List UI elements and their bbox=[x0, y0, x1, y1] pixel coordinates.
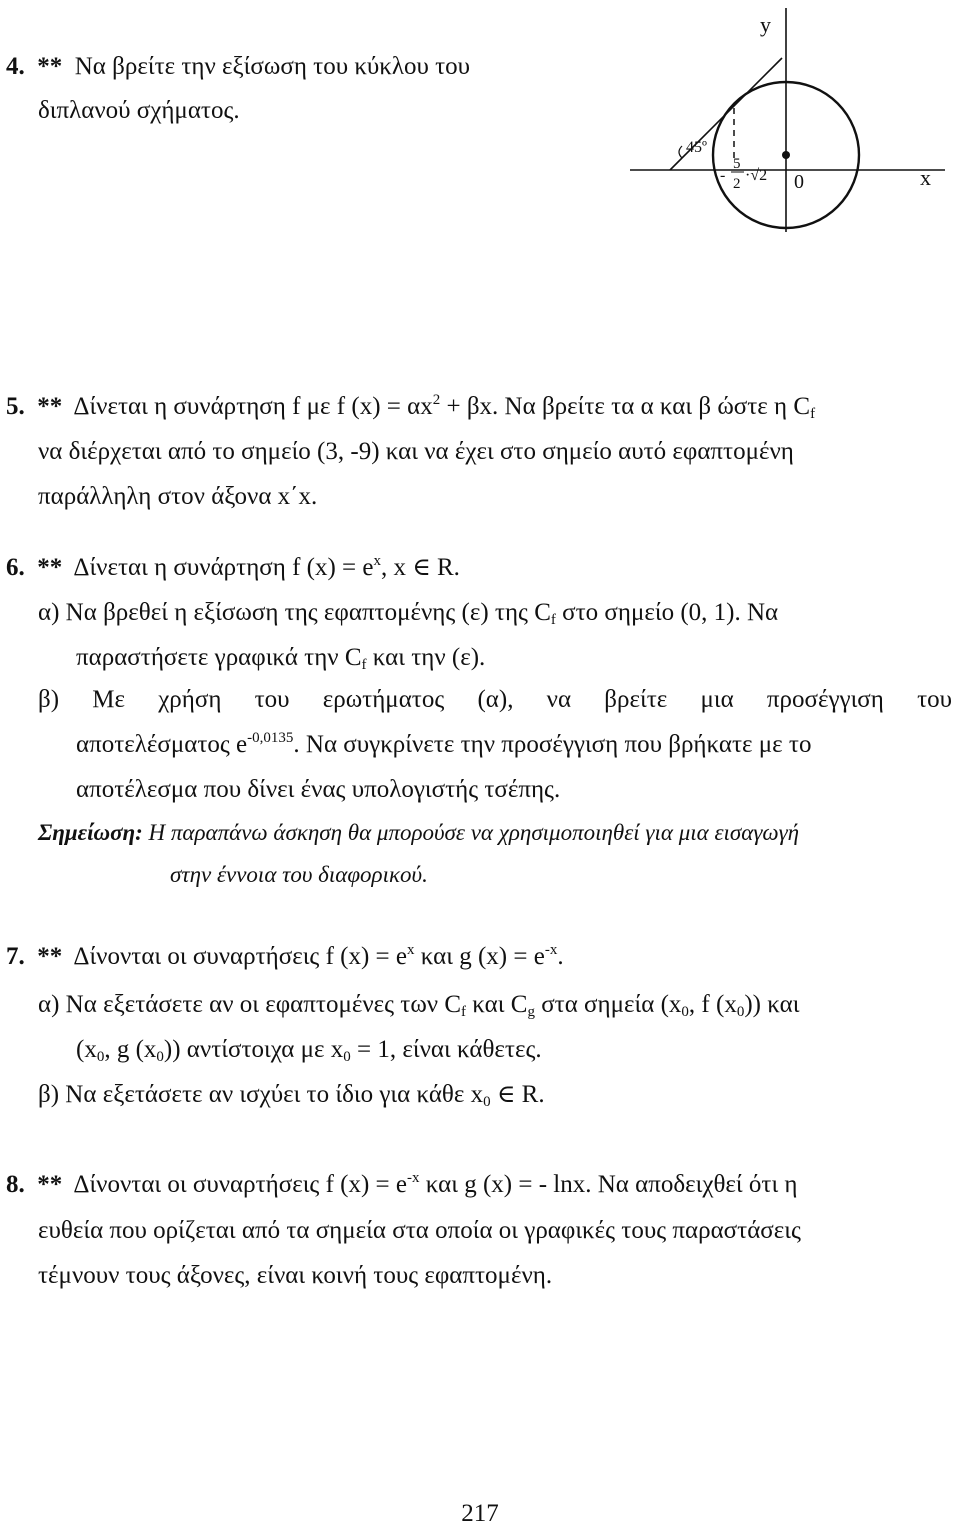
subscript: 0 bbox=[736, 1004, 745, 1020]
exercise-text: και g (x) = e bbox=[414, 943, 545, 970]
exercise-7a-line-1 bbox=[38, 990, 799, 1020]
angle-label: 45º bbox=[686, 139, 707, 156]
exercise-4-line-2: διπλανού σχήματος. bbox=[38, 97, 240, 124]
exercise-text: παραστήσετε γραφικά την C bbox=[76, 644, 362, 671]
note-line-1 bbox=[38, 818, 799, 848]
exercise-text: Δίνονται οι συναρτήσεις f (x) = e bbox=[73, 1171, 408, 1198]
superscript: x bbox=[407, 942, 415, 958]
subscript: 0 bbox=[343, 1049, 351, 1065]
angle-arc bbox=[679, 146, 682, 158]
minus-sign: - bbox=[720, 167, 726, 184]
difficulty-stars: ** bbox=[37, 554, 63, 581]
exercise-7b-line-1 bbox=[38, 1080, 545, 1110]
exercise-text: (x bbox=[76, 1036, 97, 1063]
exercise-7a-line-2 bbox=[76, 1035, 542, 1065]
exercise-text: στο σημείο (0, 1). Να bbox=[555, 599, 779, 626]
y-axis-label: y bbox=[760, 12, 771, 37]
superscript: -x bbox=[544, 942, 558, 958]
origin-label: 0 bbox=[794, 171, 804, 193]
exercise-text: και C bbox=[466, 991, 528, 1018]
exercise-number: 8. bbox=[6, 1171, 25, 1198]
exercise-text: α) Να βρεθεί η εξίσωση της εφαπτομένης (ε) της C bbox=[38, 599, 551, 626]
fraction-numerator: 5 bbox=[733, 156, 741, 172]
difficulty-stars: ** bbox=[37, 393, 63, 420]
exercise-text: στα σημεία (x bbox=[534, 991, 682, 1018]
exercise-6a-line-2 bbox=[76, 643, 485, 673]
superscript: 2 bbox=[432, 392, 441, 408]
exercise-text: και g (x) = - lnx. Να αποδειχθεί ότι η bbox=[419, 1171, 798, 1198]
difficulty-stars: ** bbox=[37, 943, 63, 970]
exercise-4-line-1 bbox=[6, 52, 470, 82]
subscript: f bbox=[361, 657, 367, 673]
subscript: f bbox=[550, 612, 556, 628]
exercise-6b-line-2 bbox=[76, 730, 811, 760]
note-label: Σημείωση: bbox=[38, 820, 143, 845]
fraction-denominator: 2 bbox=[733, 176, 741, 192]
exercise-text: , f (x bbox=[688, 991, 737, 1018]
exercise-text: ∈ R. bbox=[490, 1081, 545, 1108]
exercise-8-line-2: ευθεία που ορίζεται από τα σημεία στα οποία οι γραφικές τους παραστάσεις bbox=[38, 1217, 801, 1244]
exercise-text: + βx. Να βρείτε τα α και β ώστε η C bbox=[440, 393, 811, 420]
exercise-text: , g (x bbox=[104, 1036, 157, 1063]
exercise-text: Δίνεται η συνάρτηση f με f (x) = αx bbox=[73, 393, 433, 420]
subscript: 0 bbox=[156, 1049, 164, 1065]
exercise-text: . Να συγκρίνετε την προσέγγιση που βρήκατε με το bbox=[293, 731, 812, 758]
exercise-text: Δίνεται η συνάρτηση f (x) = e bbox=[73, 554, 374, 581]
exercise-text: = 1, είναι κάθετες. bbox=[350, 1036, 542, 1063]
subscript: 0 bbox=[483, 1094, 491, 1110]
exercise-text: β) Να εξετάσετε αν ισχύει το ίδιο για κάθε x bbox=[38, 1081, 484, 1108]
circle-tangent-figure bbox=[610, 0, 950, 235]
exercise-number: 6. bbox=[6, 554, 25, 581]
superscript: -0,0135 bbox=[247, 730, 294, 746]
exercise-5-line-1 bbox=[6, 392, 815, 422]
exercise-5-line-3: παράλληλη στον άξονα x΄x. bbox=[38, 483, 318, 510]
exercise-6a-line-1 bbox=[38, 598, 778, 628]
exercise-8-line-3: τέμνουν τους άξονες, είναι κοινή τους εφαπτομένη. bbox=[38, 1262, 553, 1289]
subscript: f bbox=[461, 1004, 467, 1020]
exercise-text: , x ∈ R. bbox=[381, 554, 460, 581]
sqrt-label: ·√2 bbox=[745, 167, 768, 184]
exercise-text: . bbox=[557, 943, 564, 970]
difficulty-stars: ** bbox=[37, 53, 63, 80]
exercise-7-line-1 bbox=[6, 942, 564, 972]
exercise-text: Δίνονται οι συναρτήσεις f (x) = e bbox=[73, 943, 408, 970]
exercise-number: 5. bbox=[6, 393, 25, 420]
page-number: 217 bbox=[461, 1500, 499, 1527]
subscript: 0 bbox=[96, 1049, 105, 1065]
exercise-8-line-1 bbox=[6, 1170, 798, 1200]
exercise-text: αποτελέσματος e bbox=[76, 731, 248, 758]
exercise-text: α) Να εξετάσετε αν οι εφαπτομένες των C bbox=[38, 991, 462, 1018]
exercise-6-line-1 bbox=[6, 553, 460, 583]
subscript: 0 bbox=[681, 1004, 689, 1020]
exercise-6b-line-3: αποτέλεσμα που δίνει ένας υπολογιστής τσέπης. bbox=[76, 776, 561, 803]
subscript: f bbox=[810, 406, 816, 422]
exercise-text: Να βρείτε την εξίσωση του κύκλου του bbox=[74, 53, 471, 80]
exercise-number: 4. bbox=[6, 53, 25, 80]
subscript: g bbox=[527, 1004, 535, 1020]
exercise-6b-line-1: β) Με χρήση του ερωτήματος (α), να βρείτε μια προσέγγιση του bbox=[38, 686, 952, 713]
note-line-2: στην έννοια του διαφορικού. bbox=[170, 862, 428, 887]
difficulty-stars: ** bbox=[37, 1171, 63, 1198]
superscript: x bbox=[373, 553, 381, 569]
exercise-text: )) και bbox=[744, 991, 800, 1018]
note-text: Η παραπάνω άσκηση θα μπορούσε να χρησιμοποιηθεί για μια εισαγωγή bbox=[148, 820, 800, 845]
exercise-5-line-2: να διέρχεται από το σημείο (3, -9) και να έχει στο σημείο αυτό εφαπτομένη bbox=[38, 438, 794, 465]
exercise-number: 7. bbox=[6, 943, 25, 970]
circle-center-point bbox=[782, 151, 790, 159]
exercise-text: και την (ε). bbox=[366, 644, 486, 671]
x-axis-label: x bbox=[920, 165, 931, 190]
superscript: -x bbox=[407, 1170, 420, 1186]
exercise-text: )) αντίστοιχα με x bbox=[163, 1036, 344, 1063]
